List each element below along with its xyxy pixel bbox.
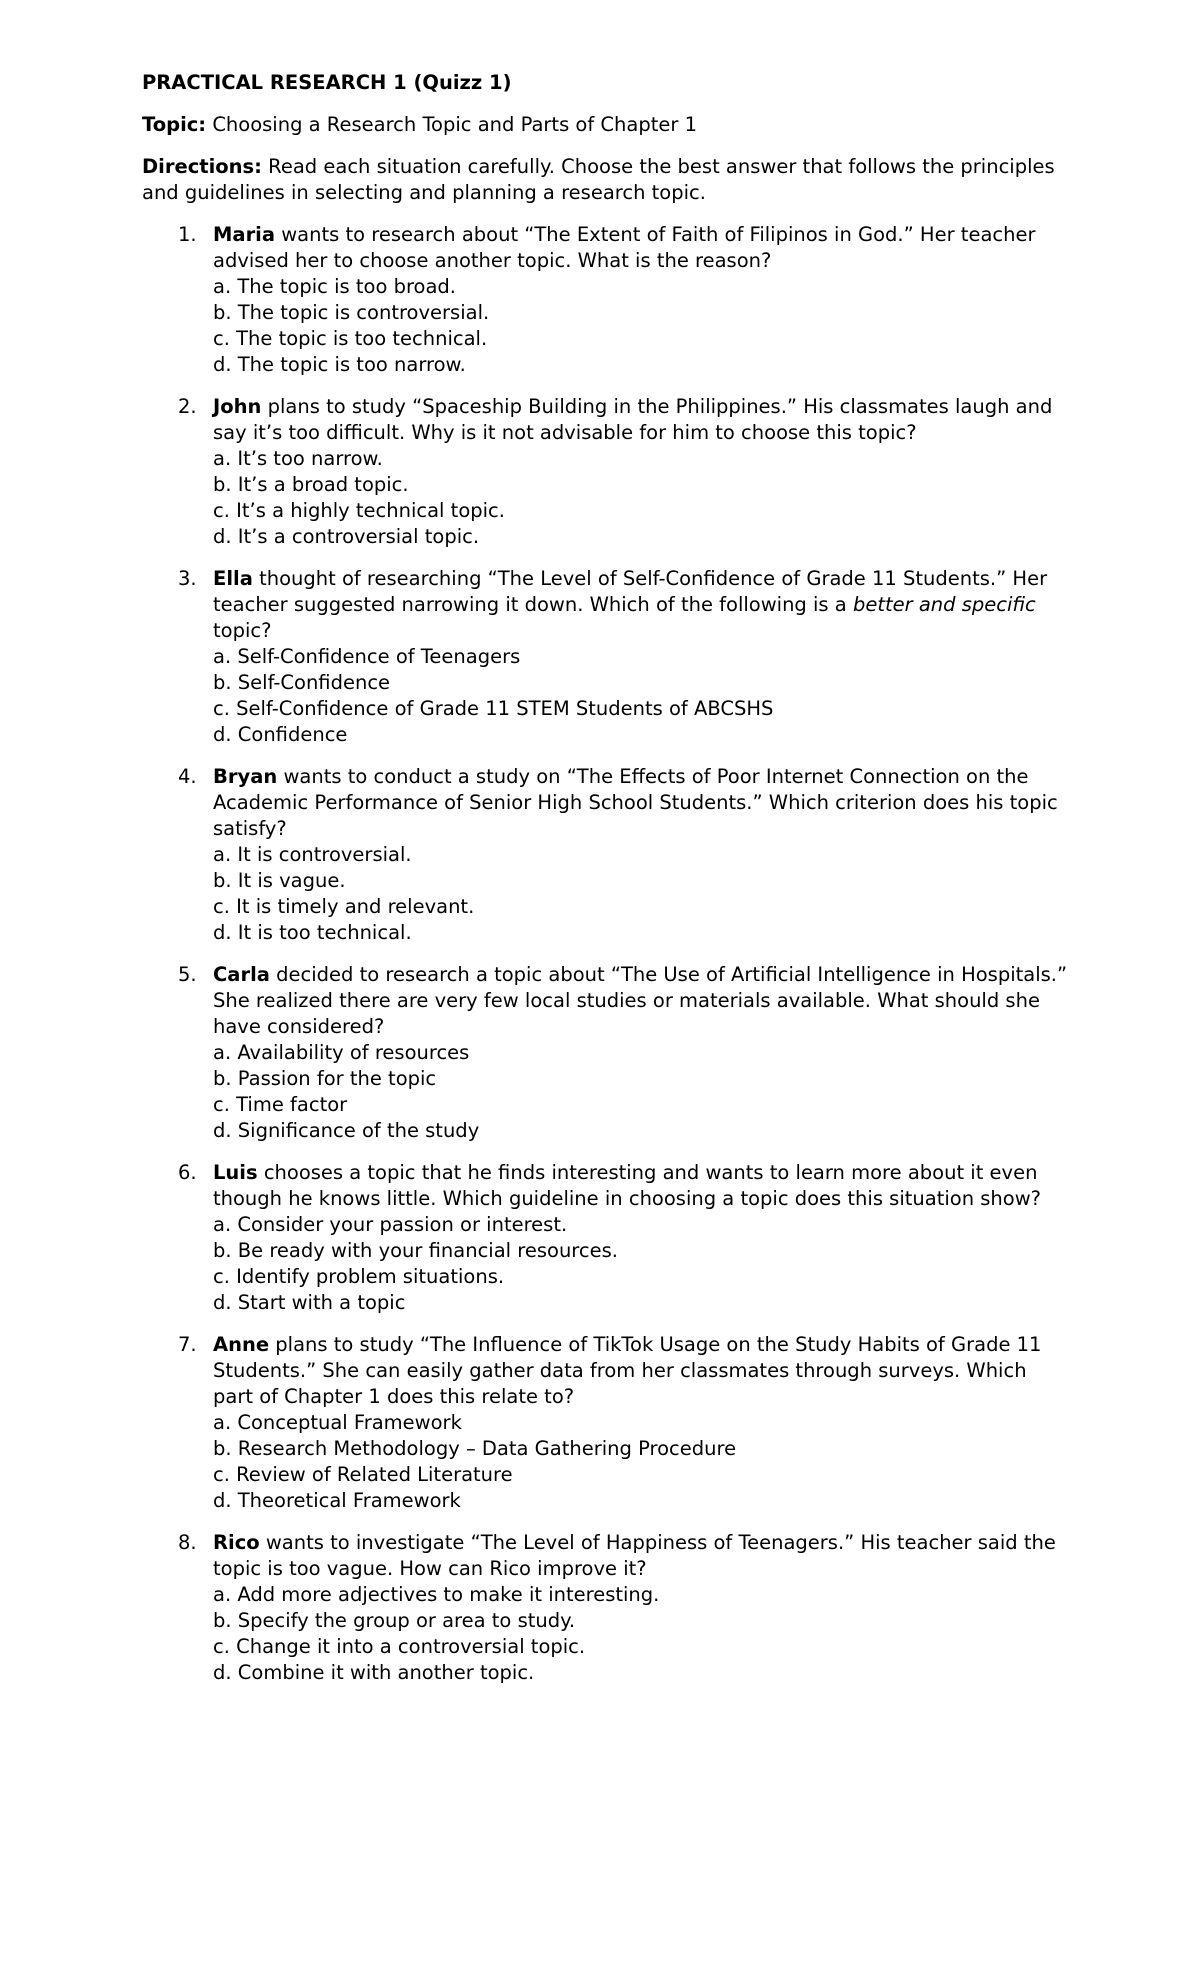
page-title: PRACTICAL RESEARCH 1 (Quizz 1) [142, 71, 512, 94]
choice-c: c. The topic is too technical. [213, 327, 488, 350]
choice-b: b. Passion for the topic [213, 1067, 437, 1090]
directions-text: Read each situation carefully. Choose the best answer that follows the principles and guidelines in selecting and planning a research topic. [142, 155, 1055, 204]
choice-c: c. It’s a highly technical topic. [213, 499, 505, 522]
choice-c: c. Change it into a controversial topic. [213, 1635, 586, 1658]
question-text: plans to study “The Influence of TikTok Usage on the Study Habits of Grade 11 Students.” She can easily gather data from her classmates through surveys. Which part of Chapter 1 does this relate to? [213, 1333, 1042, 1408]
choice-a: a. Add more adjectives to make it interesting. [213, 1583, 660, 1606]
choice-d: d. It is too technical. [213, 921, 412, 944]
choice-a: a. It is controversial. [213, 843, 412, 866]
choice-b: b. Research Methodology – Data Gathering Procedure [213, 1437, 737, 1460]
question-5 [142, 962, 1072, 1144]
question-text: decided to research a topic about “The Use of Artificial Intelligence in Hospitals.” She realized there are very few local studies or materials available. What should she have considered? [213, 963, 1068, 1038]
question-number: 6. [178, 1161, 197, 1184]
question-text: wants to investigate “The Level of Happiness of Teenagers.” His teacher said the topic is too vague. How can Rico improve it? [213, 1531, 1056, 1580]
choice-c: c. Review of Related Literature [213, 1463, 513, 1486]
question-stem [213, 566, 1072, 644]
student-name: Ella [213, 567, 253, 590]
choice-d: d. Confidence [213, 723, 348, 746]
student-name: Luis [213, 1161, 258, 1184]
choice-a: a. Consider your passion or interest. [213, 1213, 568, 1236]
topic-label: Topic: [142, 113, 207, 136]
choice-d: d. Start with a topic [213, 1291, 406, 1314]
question-stem [213, 1332, 1072, 1410]
choice-b: b. Specify the group or area to study. [213, 1609, 576, 1632]
question-stem [213, 962, 1072, 1040]
question-stem [213, 764, 1072, 842]
question-number: 1. [178, 223, 197, 246]
question-text: thought of researching “The Level of Self-Confidence of Grade 11 Students.” Her teacher suggested narrowing it down. Which of the following is a [213, 567, 1048, 616]
question-text: plans to study “Spaceship Building in the Philippines.” His classmates laugh and say it’s too difficult. Why is it not advisable for him to choose this topic? [213, 395, 1053, 444]
question-text-end: topic? [213, 619, 272, 642]
question-text: chooses a topic that he finds interesting and wants to learn more about it even though he knows little. Which guideline in choosing a topic does this situation show? [213, 1161, 1042, 1210]
choice-d: d. Combine it with another topic. [213, 1661, 535, 1684]
question-1 [142, 222, 1072, 378]
choice-b: b. The topic is controversial. [213, 301, 490, 324]
choice-d: d. It’s a controversial topic. [213, 525, 480, 548]
question-stem [213, 222, 1072, 274]
choice-c: c. It is timely and relevant. [213, 895, 475, 918]
choice-a: a. It’s too narrow. [213, 447, 383, 470]
question-6 [142, 1160, 1072, 1316]
question-3 [142, 566, 1072, 748]
choice-c: c. Self-Confidence of Grade 11 STEM Students of ABCSHS [213, 697, 774, 720]
topic-text: Choosing a Research Topic and Parts of Chapter 1 [212, 113, 697, 136]
choice-d: d. Significance of the study [213, 1119, 480, 1142]
choice-a: a. Availability of resources [213, 1041, 470, 1064]
question-8 [142, 1530, 1072, 1686]
choice-d: d. The topic is too narrow. [213, 353, 466, 376]
question-emphasis: better and specific [852, 593, 1036, 616]
choice-a: a. Self-Confidence of Teenagers [213, 645, 521, 668]
question-7 [142, 1332, 1072, 1514]
choice-b: b. Self-Confidence [213, 671, 391, 694]
question-stem [213, 1160, 1072, 1212]
choice-b: b. Be ready with your financial resources. [213, 1239, 618, 1262]
choice-d: d. Theoretical Framework [213, 1489, 461, 1512]
question-2 [142, 394, 1072, 550]
question-4 [142, 764, 1072, 946]
topic-line [142, 112, 1072, 138]
directions-label: Directions: [142, 155, 262, 178]
choice-a: a. Conceptual Framework [213, 1411, 462, 1434]
directions [142, 154, 1072, 206]
question-text: wants to conduct a study on “The Effects of Poor Internet Connection on the Academic Performance of Senior High School Students.” Which criterion does his topic satisfy? [213, 765, 1058, 840]
student-name: Anne [213, 1333, 270, 1356]
quiz-document [142, 70, 1072, 1702]
choice-a: a. The topic is too broad. [213, 275, 457, 298]
question-number: 7. [178, 1333, 197, 1356]
student-name: Maria [213, 223, 276, 246]
student-name: Bryan [213, 765, 278, 788]
question-list [142, 222, 1072, 1686]
question-text: wants to research about “The Extent of Faith of Filipinos in God.” Her teacher advised her to choose another topic. What is the reason? [213, 223, 1036, 272]
question-stem [213, 1530, 1072, 1582]
choice-c: c. Identify problem situations. [213, 1265, 505, 1288]
question-stem [213, 394, 1072, 446]
student-name: Rico [213, 1531, 260, 1554]
question-number: 8. [178, 1531, 197, 1554]
question-number: 5. [178, 963, 197, 986]
choice-c: c. Time factor [213, 1093, 348, 1116]
question-number: 4. [178, 765, 197, 788]
student-name: John [213, 395, 262, 418]
student-name: Carla [213, 963, 270, 986]
choice-b: b. It is vague. [213, 869, 346, 892]
question-number: 2. [178, 395, 197, 418]
question-number: 3. [178, 567, 197, 590]
choice-b: b. It’s a broad topic. [213, 473, 409, 496]
